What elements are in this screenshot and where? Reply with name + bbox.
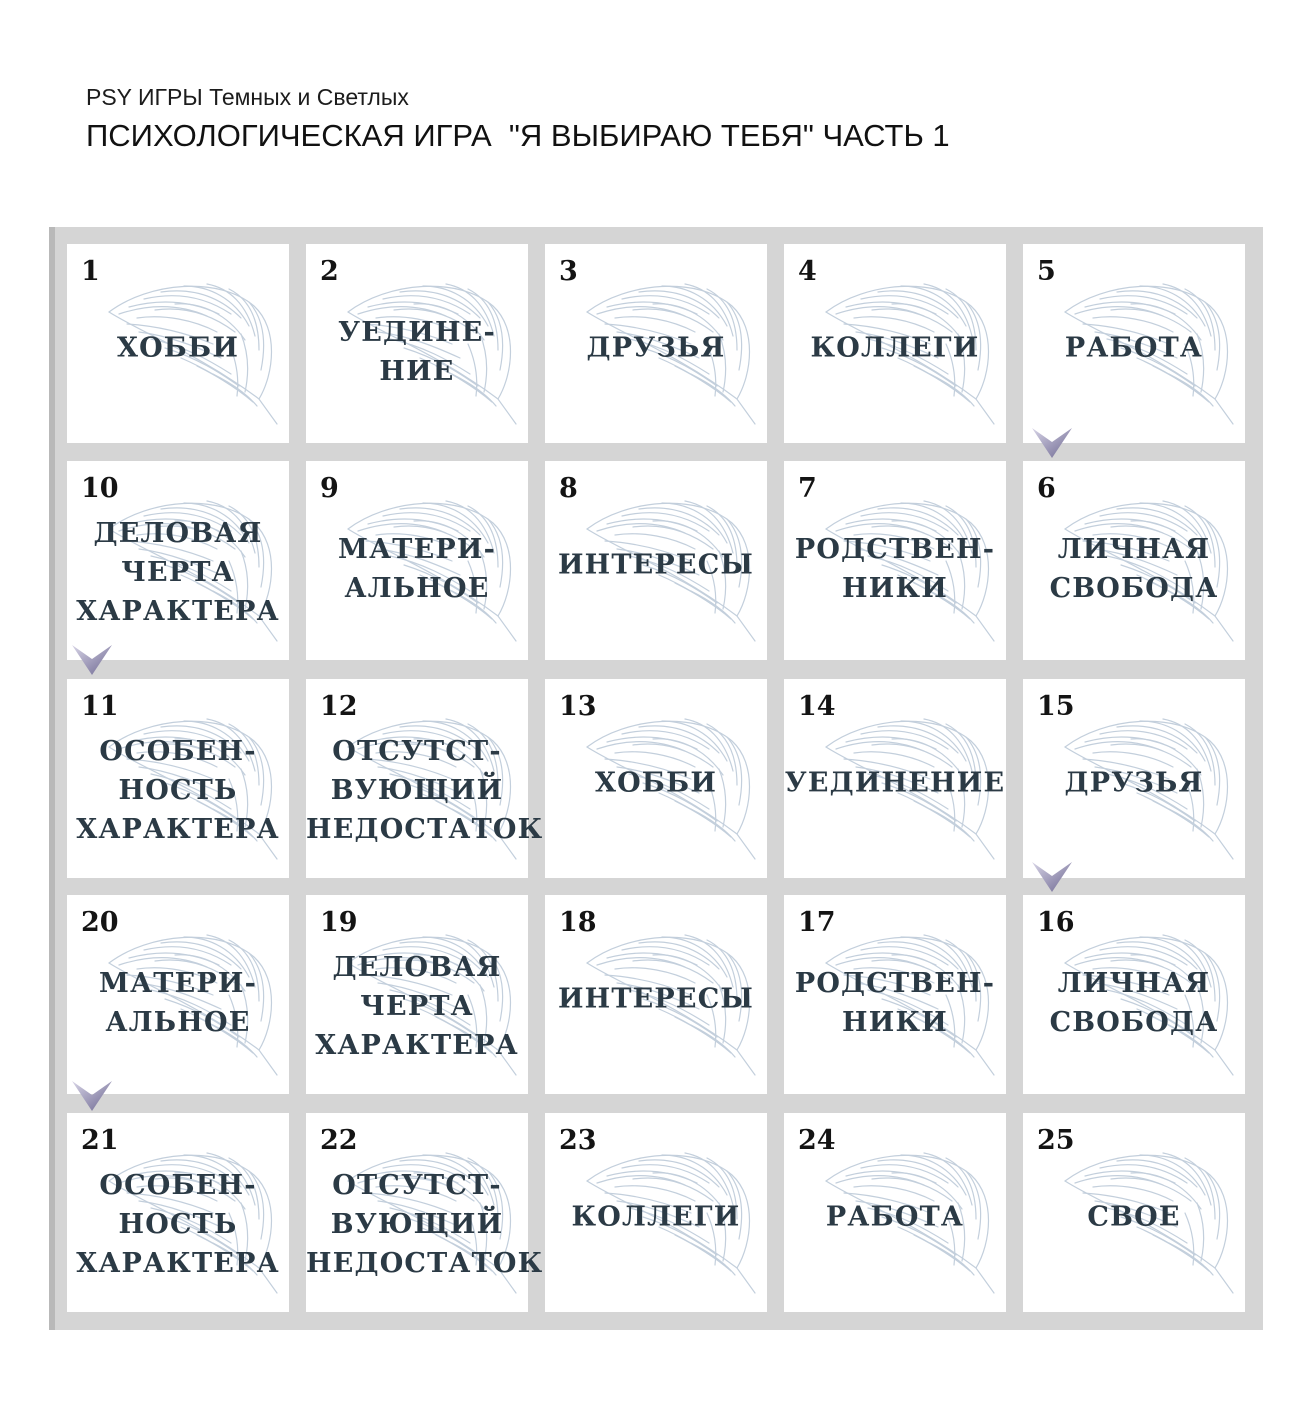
cell-number: 16 — [1037, 907, 1075, 938]
cell-number: 22 — [320, 1125, 358, 1156]
cell-label: ОТСУТСТ- ВУЮЩИЙ НЕДОСТАТОК — [306, 736, 544, 846]
board-cell-13[interactable] — [545, 679, 767, 878]
cell-number: 10 — [81, 473, 119, 504]
board-cell-8[interactable] — [545, 461, 767, 660]
board-cell-23[interactable] — [545, 1113, 767, 1312]
cell-label: УЕДИНЕ- НИЕ — [338, 316, 496, 387]
board-cell-12[interactable] — [306, 679, 544, 878]
board-cell-17[interactable] — [784, 895, 1006, 1094]
board-cell-2[interactable] — [306, 244, 528, 443]
game-board — [49, 227, 1263, 1330]
cell-number: 7 — [798, 473, 817, 504]
board-cell-7[interactable] — [784, 461, 1006, 660]
cell-label: ХОББИ — [116, 332, 240, 364]
cell-label: ИНТЕРЕСЫ — [557, 549, 755, 581]
board-cell-11[interactable] — [67, 679, 289, 878]
cell-label: ДЕЛОВАЯ ЧЕРТА ХАРАКТЕРА — [315, 952, 519, 1062]
cell-number: 20 — [81, 907, 119, 938]
cell-label: РОДСТВЕН- НИКИ — [794, 967, 996, 1038]
board-cell-3[interactable] — [545, 244, 767, 443]
cell-number: 6 — [1037, 473, 1056, 504]
cell-label: ХОББИ — [594, 767, 718, 799]
board-cell-18[interactable] — [545, 895, 767, 1094]
cell-number: 24 — [798, 1125, 836, 1156]
cell-number: 19 — [320, 907, 358, 938]
board-cell-4[interactable] — [784, 244, 1006, 443]
cell-number: 17 — [798, 907, 836, 938]
cell-label: РАБОТА — [1064, 332, 1204, 364]
board-cell-22[interactable] — [306, 1113, 544, 1312]
board-cell-15[interactable] — [1023, 679, 1245, 878]
board-cell-1[interactable] — [67, 244, 289, 443]
cell-number: 8 — [559, 473, 578, 504]
cell-label: СВОЕ — [1087, 1201, 1181, 1233]
cell-number: 14 — [798, 691, 836, 722]
cell-number: 18 — [559, 907, 597, 938]
board-cell-20[interactable] — [67, 895, 289, 1094]
cell-label: ЛИЧНАЯ СВОБОДА — [1049, 533, 1219, 604]
cell-label: МАТЕРИ- АЛЬНОЕ — [99, 967, 257, 1038]
cell-number: 11 — [81, 691, 119, 722]
cell-number: 25 — [1037, 1125, 1075, 1156]
page-subtitle: PSY ИГРЫ Темных и Светлых — [86, 84, 409, 110]
cell-number: 4 — [798, 256, 817, 287]
cell-label: ИНТЕРЕСЫ — [557, 983, 755, 1015]
cell-label: ЛИЧНАЯ СВОБОДА — [1049, 967, 1219, 1038]
board-cell-25[interactable] — [1023, 1113, 1245, 1312]
board-cell-9[interactable] — [306, 461, 528, 660]
cell-number: 3 — [559, 256, 578, 287]
cell-label: РАБОТА — [825, 1201, 965, 1233]
cell-label: РОДСТВЕН- НИКИ — [794, 533, 996, 604]
board-cell-16[interactable] — [1023, 895, 1245, 1094]
cell-label: МАТЕРИ- АЛЬНОЕ — [338, 533, 496, 604]
cell-label: УЕДИНЕНИЕ — [784, 767, 1006, 799]
cell-number: 15 — [1037, 691, 1075, 722]
chevron-down-icon — [70, 643, 114, 677]
board-cell-5[interactable] — [1023, 244, 1245, 443]
cell-number: 13 — [559, 691, 597, 722]
board-cell-19[interactable] — [306, 895, 528, 1094]
cell-number: 21 — [81, 1125, 119, 1156]
cell-label: ОСОБЕН- НОСТЬ ХАРАКТЕРА — [76, 736, 280, 846]
cell-number: 12 — [320, 691, 358, 722]
cell-label: КОЛЛЕГИ — [810, 332, 980, 364]
board-cell-24[interactable] — [784, 1113, 1006, 1312]
cell-number: 1 — [81, 256, 100, 287]
cell-label: ОТСУТСТ- ВУЮЩИЙ НЕДОСТАТОК — [306, 1170, 544, 1280]
cell-label: ДЕЛОВАЯ ЧЕРТА ХАРАКТЕРА — [76, 518, 280, 628]
cell-label: ОСОБЕН- НОСТЬ ХАРАКТЕРА — [76, 1170, 280, 1280]
chevron-down-icon — [70, 1079, 114, 1113]
board-cell-10[interactable] — [67, 461, 289, 660]
chevron-down-icon — [1030, 860, 1074, 894]
cell-number: 5 — [1037, 256, 1056, 287]
cell-label: КОЛЛЕГИ — [571, 1201, 741, 1233]
chevron-down-icon — [1030, 426, 1074, 460]
cell-number: 2 — [320, 256, 339, 287]
board-cell-14[interactable] — [784, 679, 1006, 878]
cell-number: 23 — [559, 1125, 597, 1156]
board-cell-21[interactable] — [67, 1113, 289, 1312]
page-title: ПСИХОЛОГИЧЕСКАЯ ИГРА "Я ВЫБИРАЮ ТЕБЯ" ЧАСТЬ 1 — [86, 118, 950, 153]
board-cell-6[interactable] — [1023, 461, 1245, 660]
cell-label: ДРУЗЬЯ — [586, 332, 726, 364]
cell-label: ДРУЗЬЯ — [1064, 767, 1204, 799]
cell-number: 9 — [320, 473, 339, 504]
